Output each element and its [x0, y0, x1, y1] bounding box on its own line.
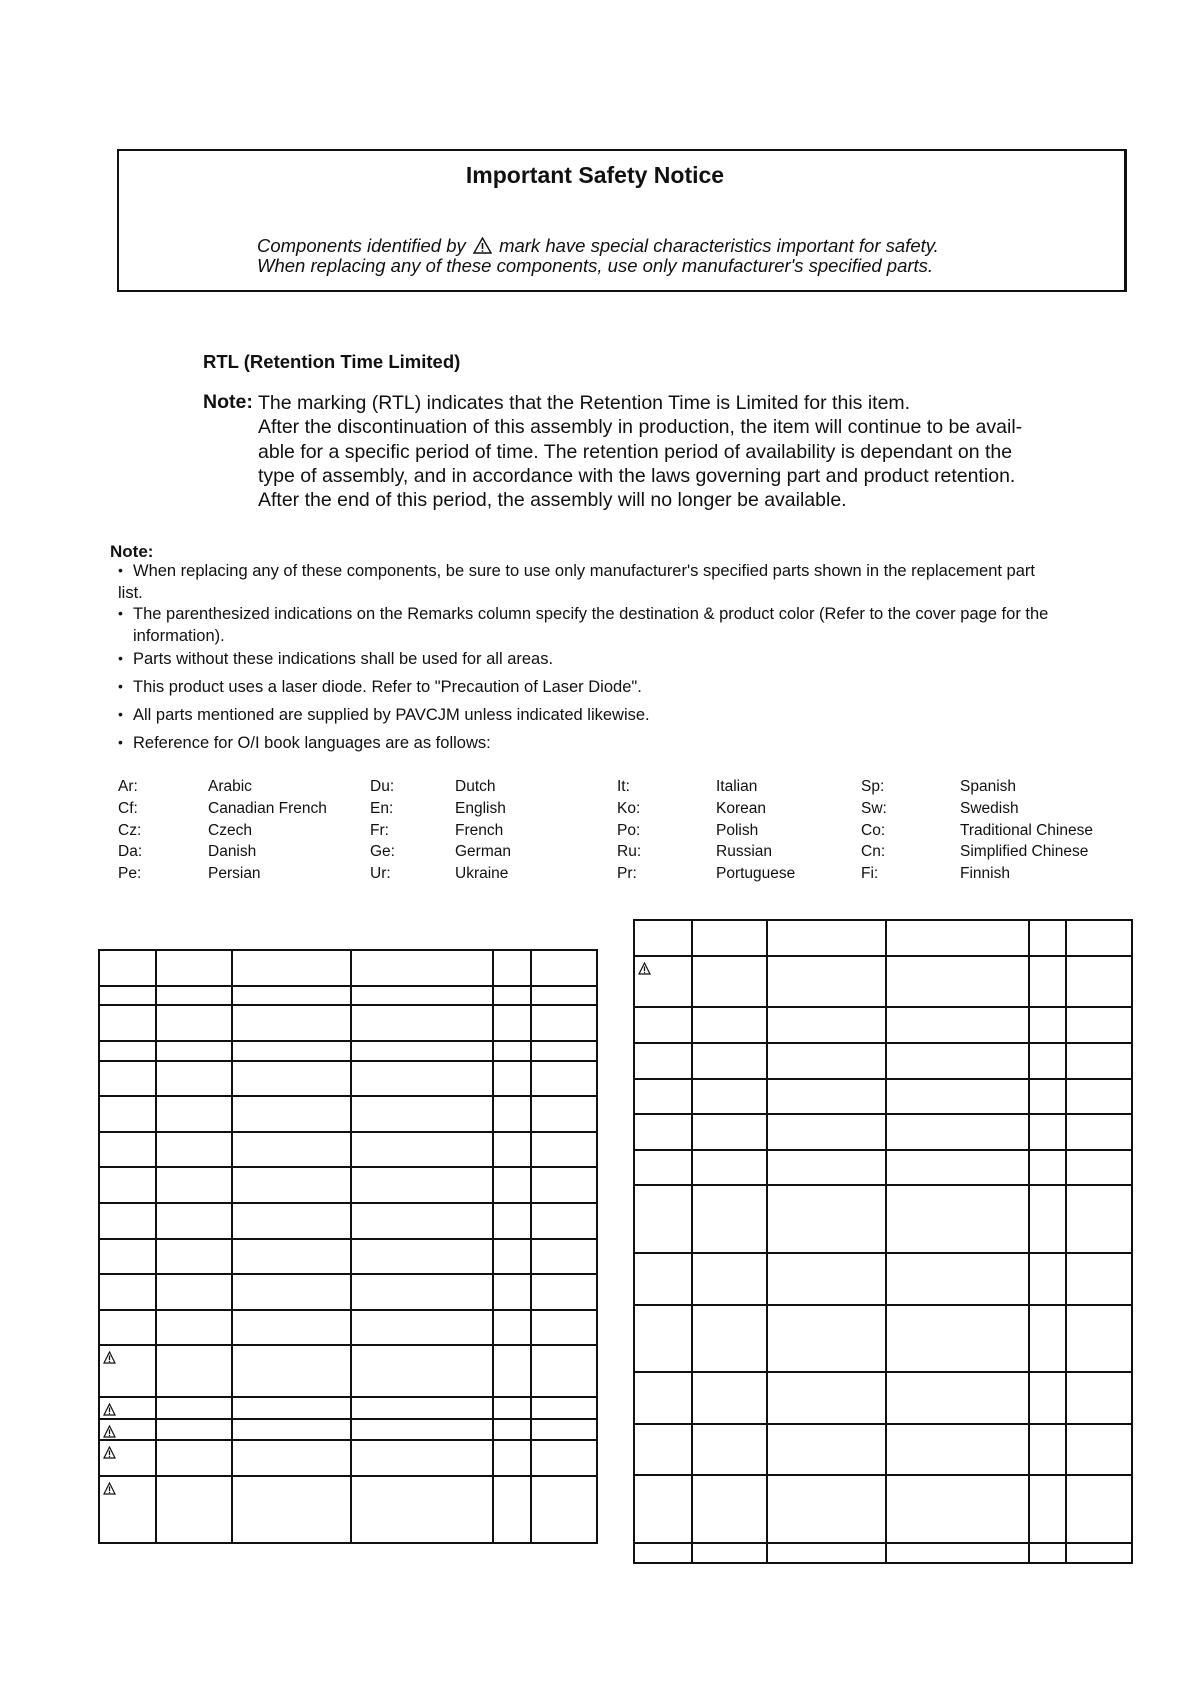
table-cell — [351, 1476, 493, 1543]
table-cell — [493, 1310, 531, 1345]
bullet-text: list. — [118, 584, 143, 602]
table-cell — [493, 986, 531, 1005]
table-cell — [156, 1397, 232, 1419]
table-cell — [493, 1061, 531, 1096]
table-cell — [1066, 920, 1132, 956]
table-cell — [634, 1185, 692, 1253]
language-name: German — [455, 843, 511, 860]
table-row — [634, 1043, 1132, 1079]
table-cell — [692, 1305, 767, 1372]
table-cell — [767, 1372, 886, 1424]
language-code: En: — [370, 800, 394, 817]
bullet-text: All parts mentioned are supplied by PAVCJM unless indicated likewise. — [133, 706, 650, 724]
table-cell — [232, 1345, 351, 1397]
table-row — [634, 1079, 1132, 1114]
language-code: Ru: — [617, 843, 642, 860]
table-cell — [232, 1397, 351, 1419]
language-name: Danish — [208, 843, 257, 860]
table-cell — [767, 1150, 886, 1185]
language-name: Italian — [716, 778, 758, 795]
table-cell — [493, 1419, 531, 1440]
language-name: English — [455, 800, 506, 817]
table-cell — [156, 1274, 232, 1310]
table-cell — [1066, 1150, 1132, 1185]
table-row — [634, 1185, 1132, 1253]
table-row — [634, 1114, 1132, 1150]
table-cell — [1066, 1543, 1132, 1563]
language-code: Cz: — [118, 822, 142, 839]
table-row — [99, 1005, 597, 1041]
table-row — [99, 1476, 597, 1543]
table-cell — [493, 1167, 531, 1203]
table-cell — [351, 1005, 493, 1041]
table-cell — [156, 1203, 232, 1239]
table-cell — [232, 950, 351, 986]
table-cell — [692, 1475, 767, 1543]
table-row — [99, 1310, 597, 1345]
table-cell — [351, 1041, 493, 1061]
bullet-text: This product uses a laser diode. Refer to "Precaution of Laser Diode". — [133, 678, 642, 696]
table-cell — [1066, 1079, 1132, 1114]
table-cell — [99, 1419, 156, 1440]
table-row — [99, 986, 597, 1005]
table-cell — [886, 1372, 1029, 1424]
table-cell — [1029, 1150, 1066, 1185]
language-name: Russian — [716, 843, 772, 860]
table-cell — [99, 1167, 156, 1203]
table-cell — [692, 1043, 767, 1079]
rtl-note-line: After the end of this period, the assembly will no longer be available. — [258, 489, 847, 511]
table-cell — [351, 1345, 493, 1397]
table-cell — [493, 1096, 531, 1132]
table-cell — [531, 1345, 597, 1397]
table-cell — [1066, 1007, 1132, 1043]
language-name: Canadian French — [208, 800, 327, 817]
table-cell — [531, 1239, 597, 1274]
table-cell — [351, 1397, 493, 1419]
table-cell — [767, 1043, 886, 1079]
table-cell — [692, 1543, 767, 1563]
language-name: Spanish — [960, 778, 1017, 795]
table-cell — [1029, 1185, 1066, 1253]
table-row — [634, 1150, 1132, 1185]
table-cell — [692, 920, 767, 956]
bullet-dot-icon: • — [118, 650, 123, 666]
rtl-note-line: able for a specific period of time. The retention period of availability is dependant on the — [258, 441, 1013, 463]
table-cell — [531, 1041, 597, 1061]
language-code: Cf: — [118, 800, 138, 817]
language-code: Ko: — [617, 800, 641, 817]
table-cell — [1029, 1372, 1066, 1424]
table-row — [99, 1274, 597, 1310]
table-cell — [493, 1397, 531, 1419]
language-code: Du: — [370, 778, 395, 795]
table-cell — [886, 1305, 1029, 1372]
table-cell — [1029, 1253, 1066, 1305]
table-row — [99, 1203, 597, 1239]
table-cell — [1029, 1475, 1066, 1543]
bullet-text: When replacing any of these components, be sure to use only manufacturer's specified parts shown in the replacement part — [133, 562, 1035, 580]
table-cell — [232, 1132, 351, 1167]
table-cell — [493, 1005, 531, 1041]
parts-table-right — [633, 919, 1133, 1564]
table-row — [634, 1475, 1132, 1543]
table-cell — [351, 1440, 493, 1476]
warning-triangle-icon — [103, 1351, 116, 1369]
table-row — [99, 1041, 597, 1061]
table-cell — [634, 1043, 692, 1079]
table-cell — [493, 950, 531, 986]
table-cell — [1029, 920, 1066, 956]
table-row — [634, 1372, 1132, 1424]
warning-triangle-icon — [103, 1446, 116, 1464]
language-name: Finnish — [960, 865, 1010, 882]
table-cell — [531, 1005, 597, 1041]
table-cell — [767, 1114, 886, 1150]
table-row — [99, 1419, 597, 1440]
table-cell — [156, 1132, 232, 1167]
table-cell — [692, 1253, 767, 1305]
table-cell — [634, 1372, 692, 1424]
language-code: Ar: — [118, 778, 138, 795]
language-code: Fr: — [370, 822, 389, 839]
table-cell — [99, 1274, 156, 1310]
parts-table-left — [98, 949, 598, 1544]
table-cell — [493, 1440, 531, 1476]
language-name: Ukraine — [455, 865, 509, 882]
table-cell — [351, 1167, 493, 1203]
table-cell — [232, 1096, 351, 1132]
rtl-note-line: type of assembly, and in accordance with the laws governing part and product retention. — [258, 465, 1016, 487]
language-code: Pr: — [617, 865, 637, 882]
table-cell — [156, 1167, 232, 1203]
table-cell — [351, 1203, 493, 1239]
bullet-text: The parenthesized indications on the Remarks column specify the destination & product color (Refer to the cover page for the — [133, 605, 1049, 623]
table-cell — [531, 1132, 597, 1167]
table-cell — [99, 1041, 156, 1061]
table-cell — [1066, 1114, 1132, 1150]
table-cell — [767, 1253, 886, 1305]
table-cell — [99, 950, 156, 986]
table-cell — [156, 950, 232, 986]
table-row — [99, 1440, 597, 1476]
table-cell — [1029, 1305, 1066, 1372]
table-cell — [767, 1424, 886, 1475]
table-cell — [886, 1114, 1029, 1150]
table-cell — [351, 1239, 493, 1274]
table-cell — [232, 986, 351, 1005]
table-cell — [493, 1132, 531, 1167]
warning-triangle-icon — [103, 1482, 116, 1500]
table-cell — [1066, 1043, 1132, 1079]
table-cell — [886, 956, 1029, 1007]
table-row — [99, 1345, 597, 1397]
table-cell — [1029, 1043, 1066, 1079]
table-row — [99, 1397, 597, 1419]
table-row — [634, 1253, 1132, 1305]
rtl-heading: RTL (Retention Time Limited) — [203, 351, 461, 372]
table-cell — [634, 1543, 692, 1563]
table-cell — [886, 1424, 1029, 1475]
table-cell — [156, 1440, 232, 1476]
table-cell — [634, 1079, 692, 1114]
safety-notice-line-1: Components identified by mark have special characteristics important for safety. — [257, 235, 939, 256]
table-cell — [692, 1372, 767, 1424]
table-cell — [531, 1203, 597, 1239]
table-cell — [351, 1274, 493, 1310]
bullet-text: Reference for O/I book languages are as follows: — [133, 734, 491, 752]
table-cell — [99, 1132, 156, 1167]
bullet-dot-icon: • — [118, 562, 123, 578]
table-cell — [232, 1061, 351, 1096]
table-cell — [531, 1096, 597, 1132]
bullet-text: information). — [133, 627, 225, 645]
table-cell — [886, 1543, 1029, 1563]
table-cell — [156, 1419, 232, 1440]
table-cell — [232, 1419, 351, 1440]
table-row — [634, 1543, 1132, 1563]
table-cell — [531, 986, 597, 1005]
table-cell — [886, 1079, 1029, 1114]
table-cell — [99, 1096, 156, 1132]
notes-label: Note: — [110, 542, 154, 561]
table-cell — [156, 1310, 232, 1345]
table-cell — [232, 1310, 351, 1345]
bullet-text: Parts without these indications shall be used for all areas. — [133, 650, 554, 668]
rtl-note-line: After the discontinuation of this assembly in production, the item will continue to be avail- — [258, 416, 1023, 438]
language-code: It: — [617, 778, 630, 795]
table-cell — [886, 1007, 1029, 1043]
table-cell — [156, 1239, 232, 1274]
table-cell — [634, 1253, 692, 1305]
table-row — [634, 1007, 1132, 1043]
language-name: Arabic — [208, 778, 252, 795]
table-cell — [99, 1239, 156, 1274]
table-cell — [531, 1274, 597, 1310]
table-cell — [493, 1274, 531, 1310]
table-cell — [493, 1203, 531, 1239]
safety-notice-line-2: When replacing any of these components, use only manufacturer's specified parts. — [257, 255, 934, 276]
table-cell — [1066, 1372, 1132, 1424]
table-cell — [1066, 1305, 1132, 1372]
table-cell — [767, 1543, 886, 1563]
language-code: Fi: — [861, 865, 879, 882]
language-code: Pe: — [118, 865, 142, 882]
table-cell — [1029, 1114, 1066, 1150]
table-row — [634, 1305, 1132, 1372]
language-code: Po: — [617, 822, 641, 839]
table-cell — [99, 1061, 156, 1096]
table-cell — [493, 1239, 531, 1274]
table-cell — [767, 1305, 886, 1372]
language-name: Simplified Chinese — [960, 843, 1089, 860]
table-cell — [634, 1424, 692, 1475]
rtl-note-line: The marking (RTL) indicates that the Retention Time is Limited for this item. — [258, 392, 911, 414]
language-name: French — [455, 822, 504, 839]
table-cell — [692, 956, 767, 1007]
language-name: Czech — [208, 822, 252, 839]
language-code: Ur: — [370, 865, 391, 882]
rtl-note-label: Note: — [203, 391, 253, 413]
table-cell — [886, 1150, 1029, 1185]
table-cell — [1066, 1253, 1132, 1305]
table-cell — [767, 1475, 886, 1543]
table-cell — [531, 1476, 597, 1543]
bullet-dot-icon: • — [118, 734, 123, 750]
table-cell — [232, 1440, 351, 1476]
table-row — [634, 1424, 1132, 1475]
table-cell — [634, 1007, 692, 1043]
table-cell — [634, 956, 692, 1007]
table-cell — [531, 1310, 597, 1345]
table-cell — [886, 1253, 1029, 1305]
table-cell — [767, 1079, 886, 1114]
language-name: Korean — [716, 800, 766, 817]
table-cell — [156, 1345, 232, 1397]
table-cell — [692, 1079, 767, 1114]
table-cell — [1066, 1424, 1132, 1475]
bullet-dot-icon: • — [118, 605, 123, 621]
table-cell — [531, 1167, 597, 1203]
table-header-row — [99, 950, 597, 986]
language-name: Polish — [716, 822, 759, 839]
language-code: Sw: — [861, 800, 887, 817]
bullet-dot-icon: • — [118, 678, 123, 694]
table-cell — [351, 1096, 493, 1132]
table-cell — [156, 1061, 232, 1096]
language-name: Traditional Chinese — [960, 822, 1093, 839]
table-cell — [1066, 1185, 1132, 1253]
table-cell — [634, 1305, 692, 1372]
table-cell — [99, 1310, 156, 1345]
table-row — [99, 1096, 597, 1132]
table-cell — [493, 1345, 531, 1397]
language-code: Ge: — [370, 843, 395, 860]
safety-notice-title: Important Safety Notice — [465, 162, 725, 188]
table-cell — [232, 1005, 351, 1041]
table-cell — [493, 1476, 531, 1543]
table-cell — [531, 1397, 597, 1419]
table-row — [99, 1132, 597, 1167]
table-cell — [531, 950, 597, 986]
table-cell — [156, 986, 232, 1005]
table-cell — [99, 986, 156, 1005]
table-cell — [493, 1041, 531, 1061]
table-cell — [232, 1239, 351, 1274]
table-header-row — [634, 920, 1132, 956]
warning-triangle-icon — [638, 962, 651, 980]
table-cell — [232, 1203, 351, 1239]
table-cell — [531, 1440, 597, 1476]
table-cell — [99, 1345, 156, 1397]
language-name: Dutch — [455, 778, 496, 795]
table-row — [634, 956, 1132, 1007]
language-name: Swedish — [960, 800, 1019, 817]
language-code: Da: — [118, 843, 143, 860]
table-cell — [692, 1007, 767, 1043]
table-cell — [99, 1476, 156, 1543]
table-row — [99, 1061, 597, 1096]
table-cell — [156, 1005, 232, 1041]
table-cell — [886, 1475, 1029, 1543]
table-cell — [531, 1061, 597, 1096]
table-row — [99, 1167, 597, 1203]
table-cell — [232, 1041, 351, 1061]
bullet-dot-icon: • — [118, 706, 123, 722]
language-code: Co: — [861, 822, 886, 839]
table-cell — [351, 1310, 493, 1345]
table-cell — [1029, 1543, 1066, 1563]
table-cell — [1029, 956, 1066, 1007]
table-cell — [99, 1397, 156, 1419]
table-cell — [351, 1419, 493, 1440]
table-cell — [232, 1167, 351, 1203]
table-cell — [886, 1185, 1029, 1253]
table-cell — [351, 950, 493, 986]
table-cell — [692, 1114, 767, 1150]
table-cell — [1066, 1475, 1132, 1543]
table-cell — [1029, 1079, 1066, 1114]
table-cell — [886, 1043, 1029, 1079]
table-cell — [99, 1005, 156, 1041]
table-cell — [351, 986, 493, 1005]
table-cell — [351, 1061, 493, 1096]
table-cell — [767, 956, 886, 1007]
table-cell — [767, 1185, 886, 1253]
table-cell — [1029, 1424, 1066, 1475]
table-cell — [156, 1096, 232, 1132]
table-cell — [156, 1041, 232, 1061]
table-cell — [692, 1150, 767, 1185]
table-cell — [351, 1132, 493, 1167]
table-cell — [232, 1274, 351, 1310]
table-cell — [886, 920, 1029, 956]
table-cell — [156, 1476, 232, 1543]
table-cell — [232, 1476, 351, 1543]
table-cell — [767, 1007, 886, 1043]
table-cell — [531, 1419, 597, 1440]
table-cell — [99, 1440, 156, 1476]
table-cell — [767, 920, 886, 956]
table-row — [99, 1239, 597, 1274]
table-cell — [692, 1185, 767, 1253]
language-name: Portuguese — [716, 865, 796, 882]
table-cell — [634, 1114, 692, 1150]
language-name: Persian — [208, 865, 261, 882]
table-cell — [634, 1150, 692, 1185]
table-cell — [99, 1203, 156, 1239]
table-cell — [692, 1424, 767, 1475]
table-cell — [634, 1475, 692, 1543]
table-cell — [634, 920, 692, 956]
table-cell — [1029, 1007, 1066, 1043]
table-cell — [1066, 956, 1132, 1007]
language-code: Sp: — [861, 778, 885, 795]
language-code: Cn: — [861, 843, 886, 860]
